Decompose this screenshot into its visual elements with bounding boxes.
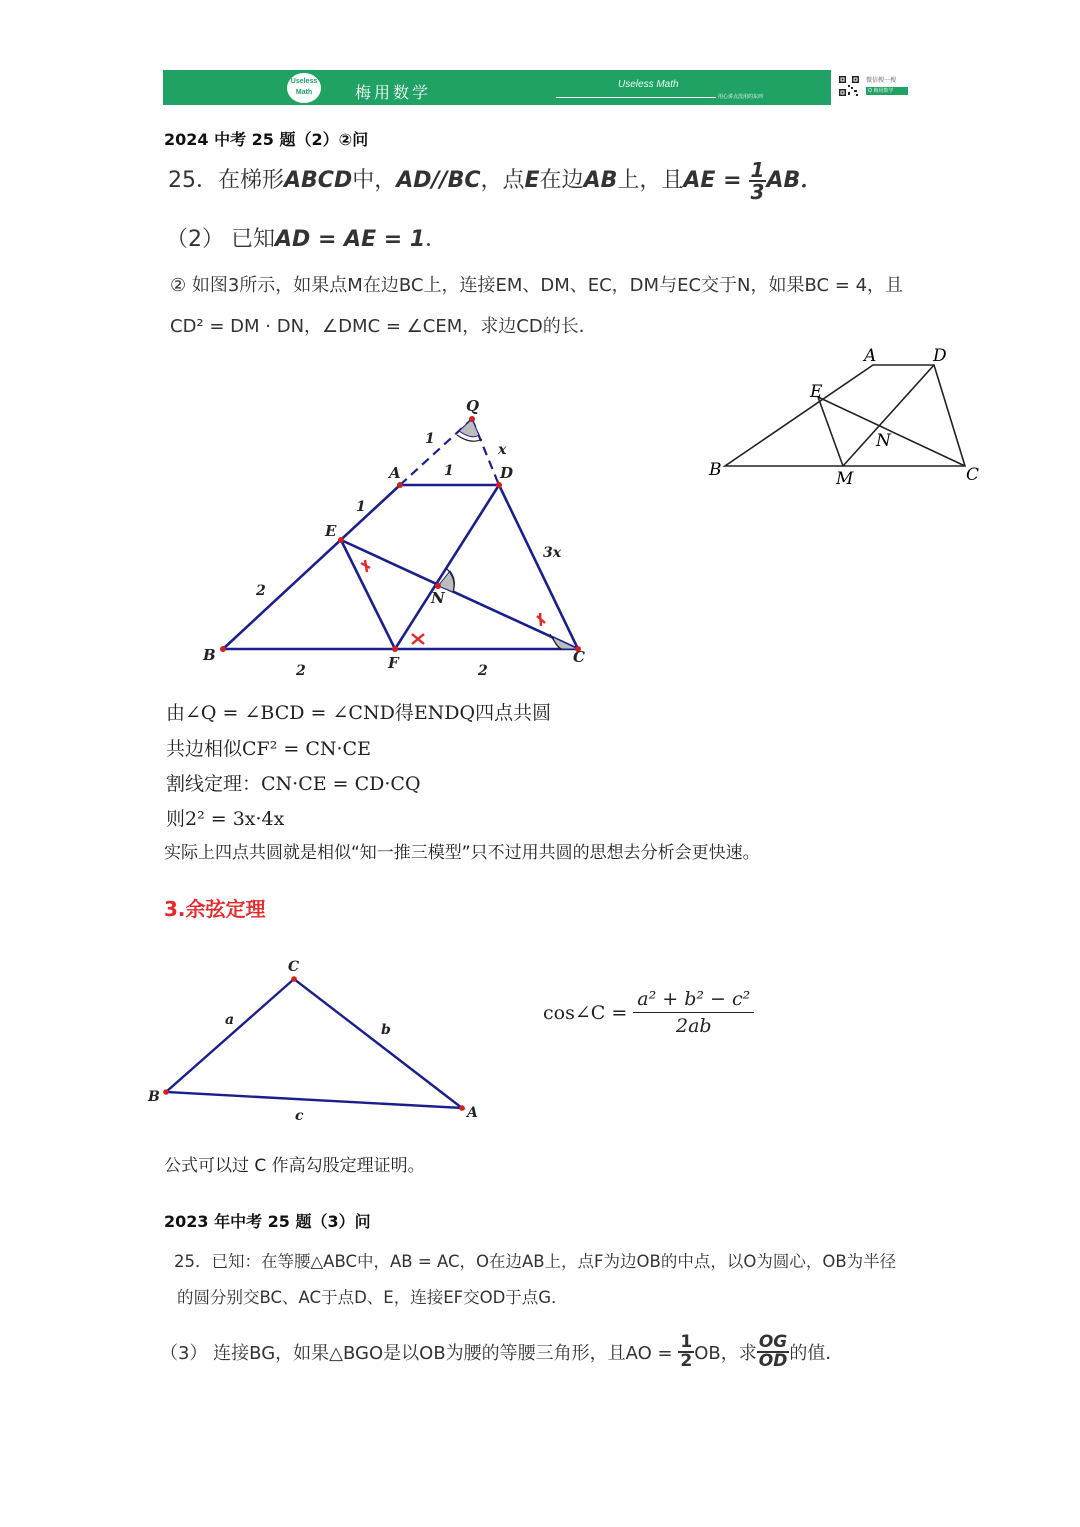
solution-line4: 则2² = 3x·4x — [166, 808, 285, 830]
label-a: A — [864, 346, 877, 366]
length-bf: 2 — [296, 663, 306, 679]
cosine-note: 公式可以过 C 作高勾股定理证明。 — [164, 1156, 425, 1176]
label-side-c: c — [295, 1108, 304, 1124]
problem1-text: 中， — [352, 168, 397, 193]
label-a-vertex: A — [467, 1105, 478, 1121]
label-n: N — [431, 589, 445, 607]
cosine-formula-numerator: a² + b² − c² — [633, 990, 754, 1013]
solution-line2: 共边相似CF² = CN·CE — [166, 738, 371, 760]
math-abcd: ABCD — [284, 168, 353, 193]
math-ab-end: AB． — [766, 168, 823, 193]
problem1-text: ． — [425, 227, 448, 252]
label-a: A — [389, 464, 401, 482]
problem1-line2 — [166, 222, 447, 253]
label-f: F — [388, 654, 399, 672]
problem1-text: 在边 — [539, 168, 584, 193]
figure-triangle-cosine — [140, 955, 490, 1125]
solution-note: 实际上四点共圆就是相似“知一推三模型”只不过用共圆的思想去分析会更快速。 — [164, 843, 760, 863]
frac-den: 2 — [680, 1351, 693, 1371]
length-eb: 2 — [256, 583, 266, 599]
problem-heading-2023: 2023 年中考 25 题（3）问 — [164, 1212, 371, 1231]
problem2-line2: 的圆分别交BC、AC于点D、E，连接EF交OD于点G． — [177, 1288, 568, 1307]
math-e: E — [524, 168, 540, 193]
cosine-formula-fraction — [633, 990, 754, 1036]
brand-slogan: 用心讲点没用的东西 — [718, 94, 764, 100]
label-b: B — [203, 646, 216, 664]
length-ae: 1 — [356, 499, 366, 515]
fraction-one-third — [749, 160, 767, 202]
fraction-og-od — [757, 1334, 790, 1370]
brand-name-en: Useless Math — [618, 79, 679, 90]
math-ae: AE = — [683, 168, 742, 193]
solution-line1: 由∠Q = ∠BCD = ∠CND得ENDQ四点共圆 — [166, 702, 552, 724]
brand-name-cn: 梅用数学 — [355, 83, 432, 102]
problem1-text: 25．在梯形 — [168, 168, 284, 193]
section-heading-cosine-law: 3.余弦定理 — [164, 897, 266, 921]
label-b: B — [709, 460, 722, 480]
problem1-part2-label: （2） 已知 — [166, 227, 275, 252]
frac-num: 1 — [750, 158, 765, 182]
wechat-search-bar: Q 梅用数学 — [866, 87, 908, 95]
label-side-a: a — [225, 1012, 235, 1028]
problem2-text: （3） 连接BG，如果△BGO是以OB为腰的等腰三角形，且AO = — [160, 1343, 673, 1364]
problem2-line1: 25．已知：在等腰△ABC中，AB = AC，O在边AB上，点F为边OB的中点，以O为圆心，OB为半径 — [174, 1252, 897, 1271]
label-c: C — [573, 648, 585, 666]
label-d: D — [933, 346, 947, 366]
cosine-formula — [543, 990, 754, 1036]
problem1-line3: ② 如图3所示，如果点M在边BC上，连接EM、DM、EC，DM与EC交于N，如果BC = 4，且 — [170, 275, 904, 296]
figure-trapezoid-small — [700, 340, 1000, 495]
problem1-line4: CD² = DM · DN，∠DMC = ∠CEM，求边CD的长． — [170, 316, 597, 337]
label-m: M — [836, 469, 854, 489]
frac-den: OD — [758, 1351, 788, 1371]
qr-code-icon — [838, 75, 860, 97]
figure-trapezoid-analysis — [195, 390, 595, 680]
problem2-text: OB，求 — [694, 1343, 757, 1364]
solution-line3: 割线定理：CN·CE = CD·CQ — [166, 773, 421, 795]
math-parallel: AD//BC — [396, 168, 481, 193]
math-ab: AB — [583, 168, 618, 193]
wechat-search-label: 微信搜一搜 — [866, 77, 897, 84]
label-n: N — [876, 431, 891, 451]
label-e: E — [325, 522, 337, 540]
problem1-text: 上，且 — [617, 168, 684, 193]
label-d: D — [500, 464, 514, 482]
frac-num: OG — [757, 1334, 790, 1353]
logo: Useless Math — [287, 73, 321, 103]
frac-den: 3 — [750, 180, 765, 204]
problem1-line1 — [168, 160, 822, 202]
problem1-text: ，点 — [480, 168, 525, 193]
problem2-text: 的值． — [789, 1343, 844, 1364]
length-ad: 1 — [444, 463, 454, 479]
problem2-line3 — [160, 1334, 843, 1370]
length-dc: 3x — [543, 545, 562, 561]
label-q: Q — [466, 397, 480, 415]
label-e: E — [810, 382, 823, 402]
math-ad-ae: AD = AE = 1 — [275, 227, 426, 252]
cosine-formula-denominator: 2ab — [675, 1015, 712, 1037]
fraction-one-half — [678, 1334, 694, 1370]
label-side-b: b — [381, 1022, 391, 1038]
frac-num: 1 — [680, 1332, 693, 1352]
length-fc: 2 — [478, 663, 488, 679]
cosine-formula-lhs: cos∠C = — [543, 1002, 628, 1024]
label-c-vertex: C — [288, 959, 300, 975]
label-b-vertex: B — [148, 1089, 160, 1105]
length-qd: x — [498, 442, 507, 458]
problem-heading-2024: 2024 中考 25 题（2）②问 — [164, 130, 369, 149]
brand-divider — [556, 97, 716, 98]
length-qa: 1 — [425, 431, 435, 447]
label-c: C — [966, 465, 980, 485]
